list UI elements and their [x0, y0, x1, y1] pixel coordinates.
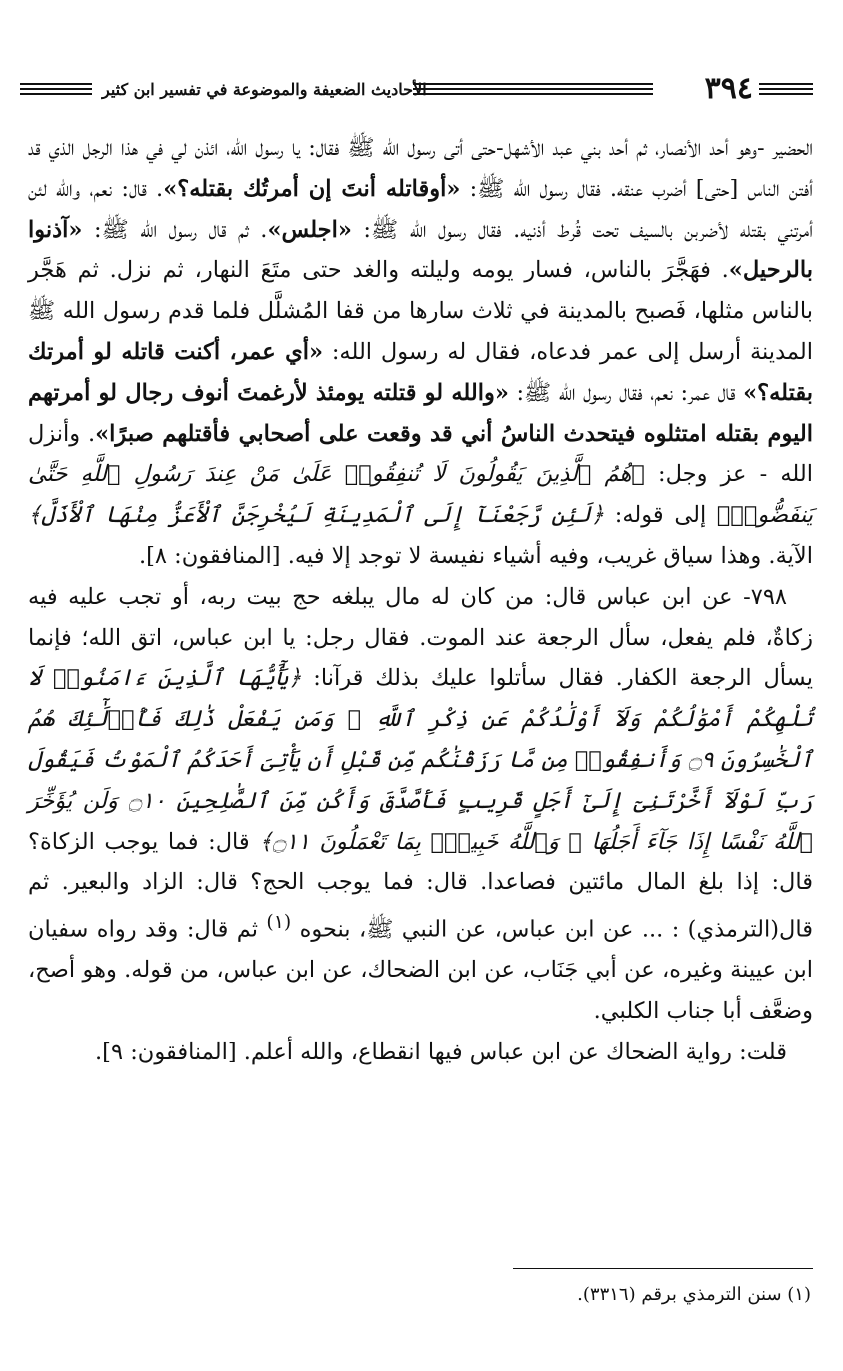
text-run: إلى قوله:: [604, 502, 717, 529]
header-ornament-rule: [413, 83, 653, 95]
paragraph-author-note: قلت: رواية الضحاك عن ابن عباس فيها انقطاع، والله أعلم. [المنافقون: ٩].: [95, 1039, 787, 1066]
quran-verse: ﴿هُمُ ٱلَّذِينَ يَقُولُونَ لَا تُنفِقُوا۟ عَلَىٰ مَنْ عِندَ رَسُولِ ٱللَّهِ حَتَّىٰ يَنفَضُّوا۟﴾: [28, 461, 813, 529]
footnote-divider: [513, 1268, 813, 1269]
text-run: الآية. وهذا سياق غريب، وفيه أشياء نفيسة لا توجد إلا فيه. [المنافقون: ٨].: [138, 542, 813, 569]
hadith-quote: «والله لو قتلته يومئذ لأرغمتَ أنوف رجال لو أمرتهم اليوم بقتله امتثلوه فيتحدث الناسُ أني قد وقعت على أصحابي فأقتلهم صبرًا»: [28, 379, 813, 447]
text-run: ثم قال: وقد رواه سفيان ابن عيينة وغيره، عن أبي جَنَاب، عن ابن الضحاك، عن ابن عباس، من قوله. وهو أصح، وضعَّف أبا جناب الكلبي.: [28, 916, 813, 1025]
text-run: . ثم قال رسول الله ﷺ:: [82, 216, 268, 243]
hadith-quote: «آذنوا بالرحيل»: [28, 216, 813, 284]
text-run: قال: فما يوجب الزكاة؟ قال: إذا بلغ المال مائتين فصاعدا. قال: فما يوجب الحج؟ قال: الزاد والبعير. ثم قال(الترمذي) : ... عن ابن عباس، عن النبي ﷺ، بنحوه: [28, 828, 813, 943]
text-run: ٧٩٨- عن ابن عباس قال: من كان له مال يبلغه حج بيت ربه، أو تجب عليه فيه زكاةٌ، فلم يفعل، سأل الرجعة عند الموت. فقال رجل: يا ابن عباس، اتق الله؛ فإنما يسأل الرجعة الكفار. فقال سأتلوا عليك بذلك قرآنا:: [28, 583, 813, 692]
header-ornament-rule: [759, 83, 813, 95]
text-run: . وأنزل الله - عز وجل:: [28, 420, 813, 488]
main-text: [28, 128, 813, 1238]
footnote-reference: (١): [266, 912, 292, 934]
text-run: قال عمر: نعم، فقال رسول الله ﷺ:: [508, 379, 744, 406]
page-header: [20, 71, 813, 108]
header-ornament-rule: [20, 83, 92, 95]
text-run: . فهَجَّرَ بالناس، فسار يومه وليلته والغد حتى متَعَ النهار، ثم نزل. ثم هَجَّر بالناس مثلها، فَصبح بالمدينة في ثلاث سارها من قفا المُشلَّل فلما قدم رسول الله ﷺ المدينة أرسل إلى عمر فدعاه، فقال له رسول الله:: [28, 257, 813, 365]
text-run: الحضير -وهو أحد الأنصار، ثم أحد بني عبد الأشهل-حتى أتى رسول الله ﷺ فقال: يا رسول الله، ائذن لي في هذا الرجل الذي قد أفتن الناس [حتى] أضرب عنقه. فقال رسول الله ﷺ:: [28, 135, 814, 202]
quran-verse: ﴿يَٰٓأَيُّهَا ٱلَّذِينَ ءَامَنُوا۟ لَا تُلْهِكُمْ أَمْوَٰلُكُمْ وَلَآ أَوْلَٰدُكُمْ عَن ذِكْرِ ٱللَّهِ ۚ وَمَن يَفْعَلْ ذَٰلِكَ فَأُو۟لَٰٓئِكَ هُمُ ٱلْخَٰسِرُونَ ۝٩ وَأَنفِقُوا۟ مِن مَّا رَزَقْنَٰكُم مِّن قَبْلِ أَن يَأْتِىَ أَحَدَكُمُ ٱلْمَوْتُ فَيَقُولَ رَبِّ لَوْلَآ أَخَّرْتَنِىٓ إِلَىٰٓ أَجَلٍ قَرِيبٍ فَأَصَّدَّقَ وَأَكُن مِّنَ ٱلصَّٰلِحِينَ ۝١٠ وَلَن يُؤَخِّرَ ٱللَّهُ نَفْسًا إِذَا جَآءَ أَجَلُهَا ۚ وَٱللَّهُ خَبِيرٌۢ بِمَا تَعْمَلُونَ ۝١١﴾: [28, 665, 814, 855]
hadith-quote: «اجلس»: [267, 216, 352, 243]
hadith-quote: «أي عمر، أكنت قاتله لو أمرتك بقتله؟»: [28, 338, 814, 406]
page-number: ٣٩٤: [704, 71, 753, 106]
hadith-quote: «أوقاتله أنتَ إن أمرتُك بقتله؟»: [163, 175, 461, 202]
paragraph-hadith-798: [28, 577, 813, 1032]
footnote: (١) سنن الترمذي برقم (٣٣١٦).: [577, 1284, 811, 1305]
quran-verse: ﴿لَئِن رَّجَعْنَآ إِلَى ٱلْمَدِينَةِ لَيُخْرِجَنَّ ٱلْأَعَزُّ مِنْهَا ٱلْأَذَلَّ﴾: [28, 502, 605, 529]
running-title: الأحاديث الضعيفة والموضوعة في تفسير ابن كثير: [102, 80, 427, 99]
paragraph-hadith-continuation: [28, 128, 813, 577]
text-run: . قال: نعم، والله لئن أمرتني بقتله لأضربن بالسيف تحت قُرط أذنيه. فقال رسول الله ﷺ:: [28, 175, 814, 243]
